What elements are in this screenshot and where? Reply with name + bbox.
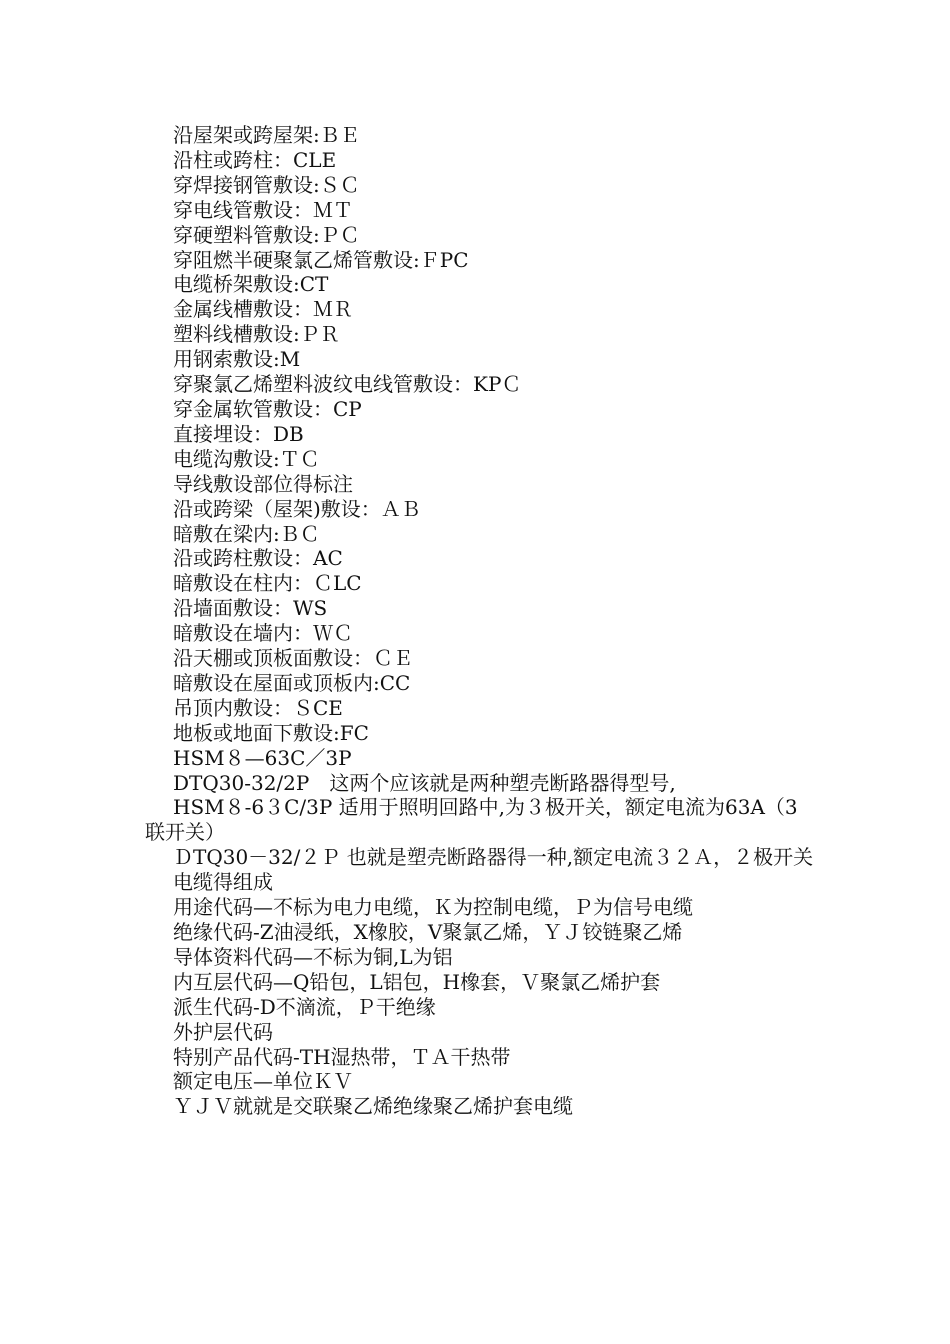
text-line: 用钢索敷设:M: [173, 347, 301, 372]
text-line: 用途代码—不标为电力电缆，Ｋ为控制电缆，Ｐ为信号电缆: [173, 895, 693, 920]
text-line: 导体资料代码—不标为铜,L为铝: [173, 944, 453, 969]
text-line: HSM８—63C／3P: [173, 745, 352, 770]
text-line: 沿或跨梁（屋架)敷设：ＡＢ: [173, 496, 421, 521]
text-line: 金属线槽敷设：ＭＲ: [173, 297, 353, 322]
text-line: 地板或地面下敷设:FC: [173, 720, 369, 745]
text-line: 吊顶内敷设：ＳCE: [173, 695, 343, 720]
text-line: 电缆沟敷设:ＴＣ: [173, 446, 320, 471]
text-line: ＹＪＶ就就是交联聚乙烯绝缘聚乙烯护套电缆: [173, 1094, 573, 1119]
document-body: [145, 123, 815, 1119]
section-heading: 电缆得组成: [173, 870, 273, 895]
text-line: 派生代码-D不滴流，Ｐ干绝缘: [173, 994, 436, 1019]
text-line: 穿聚氯乙烯塑料波纹电线管敷设：KPＣ: [173, 372, 522, 397]
text-line: 塑料线槽敷设:ＰＲ: [173, 322, 340, 347]
text-paragraph: HSM８-6３C/3P 适用于照明回路中,为３极开关，额定电流为63A（3联开关）: [145, 795, 798, 845]
text-line: 沿墙面敷设：WS: [173, 596, 328, 621]
text-line: 暗敷在梁内:ＢＣ: [173, 521, 320, 546]
text-line: 沿天棚或顶板面敷设：ＣＥ: [173, 646, 413, 671]
text-line: 穿金属软管敷设：CP: [173, 396, 362, 421]
text-line: 特别产品代码-TH湿热带，ＴＡ干热带: [173, 1044, 511, 1069]
text-line: 沿柱或跨柱：CLE: [173, 147, 337, 172]
text-line: 外护层代码: [173, 1019, 273, 1044]
text-line: 穿电线管敷设：ＭＴ: [173, 197, 353, 222]
text-line: 暗敷设在屋面或顶板内:CC: [173, 670, 411, 695]
text-line: 穿阻燃半硬聚氯乙烯管敷设:ＦPC: [173, 247, 469, 272]
text-line: DTQ30-32/2P 这两个应该就是两种塑壳断路器得型号,: [173, 770, 676, 795]
text-line: 直接埋设：DB: [173, 421, 304, 446]
text-line: 穿焊接钢管敷设:ＳＣ: [173, 172, 360, 197]
text-line: 沿屋架或跨屋架:ＢＥ: [173, 123, 360, 147]
text-paragraph: ＤTQ30－32/２Ｐ 也就是塑壳断路器得一种,额定电流３２Ａ，２极开关: [173, 845, 814, 870]
text-line: 穿硬塑料管敷设:ＰＣ: [173, 222, 360, 247]
text-line: 暗敷设在柱内：ＣLC: [173, 571, 362, 596]
text-line: 绝缘代码-Z油浸纸，X橡胶，V聚氯乙烯，ＹＪ铰链聚乙烯: [173, 920, 683, 944]
text-line: 沿或跨柱敷设：AC: [173, 546, 343, 571]
text-line: 电缆桥架敷设:CT: [173, 272, 329, 297]
text-line: 暗敷设在墙内：ＷＣ: [173, 621, 353, 646]
section-heading: 导线敷设部位得标注: [173, 471, 353, 496]
text-line: 内互层代码—Q铅包，L铝包，H橡套，Ｖ聚氯乙烯护套: [173, 969, 661, 994]
text-line: 额定电压—单位ＫＶ: [173, 1069, 353, 1094]
